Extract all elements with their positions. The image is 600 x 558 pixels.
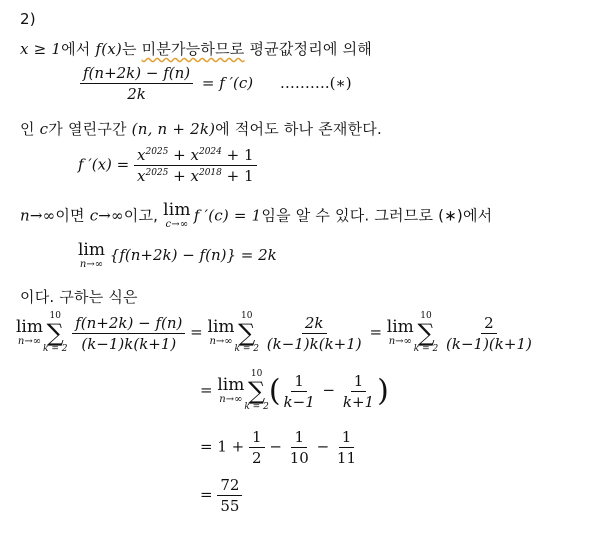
equation-tag: ……….(∗) xyxy=(279,73,352,92)
line-interval: 인 c가 열린구간 (n, n + 2k)에 적어도 하나 존재한다. xyxy=(20,120,382,138)
fraction-1: $\frac{f(n+2k) - f(n)}{(k-1)k(k+1)}$ xyxy=(72,314,185,353)
fraction-a: $\frac{1}{k-1}$ xyxy=(283,371,315,411)
derivative-fraction: $\frac{x^{2025} + x^{2024} + 1}{x^{2025} + x^{2018} + 1}$ xyxy=(134,146,257,185)
main-equation-line1: lim n→∞ 10 ∑ k = 2 $\frac{f(n+2k) - f(n)}{(k-1)k(k+1)}$ = lim n→∞ 10 ∑ k = 2 $\frac{2k}{(k-1)k(k+1)}$ = lim n→∞ 10 ∑ k = 2 $\frac{2}{(k-1)(k+1)}$ xyxy=(16,312,535,354)
spellcheck-underlined-word: 미분가능하므로 xyxy=(141,40,245,58)
limit-equation: lim n→∞ {f(n+2k) − f(n)} = 2k xyxy=(78,240,277,270)
mvt-fraction: $\frac{f(n+2k) - f(n)}{2k}$ xyxy=(80,64,193,103)
main-equation-line2: = lim n→∞ 10 ∑ k = 2 ( $\frac{1}{k-1}$ − $\frac{1}{k+1}$ ) xyxy=(200,369,389,412)
fraction-2: $\frac{2k}{(k-1)k(k+1)}$ xyxy=(266,313,362,353)
open-interval: (n, n + 2k) xyxy=(131,120,216,138)
mean-value-equation: $\frac{f(n+2k) - f(n)}{2k}$ = f ′(c) ……….(∗) xyxy=(80,64,352,103)
limit-n: lim n→∞ xyxy=(207,317,235,347)
summation: 10 ∑ k = 2 xyxy=(43,311,68,354)
fraction-3: $\frac{2}{(k-1)(k+1)}$ xyxy=(446,313,532,353)
derivative-equation: f ′(x) = $\frac{x^{2025} + x^{2024} + 1}{x^{2025} + x^{2018} + 1}$ xyxy=(78,146,257,185)
result-fraction: $\frac{72}{55}$ xyxy=(217,476,242,515)
limit-n: lim n→∞ xyxy=(217,375,245,405)
limit-c: lim c→∞ xyxy=(163,200,191,230)
condition: x ≥ 1 xyxy=(20,40,62,58)
line-differentiable: x ≥ 1에서 f(x)는 미분가능하므로 평균값정리에 의해 xyxy=(20,40,372,58)
summation: 10 ∑ k = 2 xyxy=(244,369,269,412)
limit-n: lim n→∞ xyxy=(78,240,105,270)
main-equation-result: = $\frac{72}{55}$ xyxy=(200,476,242,515)
fraction-tenth: $\frac{1}{10}$ xyxy=(289,428,309,467)
summation: 10 ∑ k = 2 xyxy=(413,311,439,354)
limit-n: lim n→∞ xyxy=(16,317,43,347)
fraction-eleventh: $\frac{1}{11}$ xyxy=(336,428,357,467)
fraction-half: $\frac{1}{2}$ xyxy=(249,428,265,467)
line-limit: n→∞이면 c→∞이고, lim c→∞ f ′(c) = 1임을 알 수 있다. 그러므로 (∗)에서 xyxy=(20,200,493,230)
function-f: f(x) xyxy=(95,40,122,58)
main-equation-line3: = 1 + $\frac{1}{2}$ − $\frac{1}{10}$ − $\frac{1}{11}$ xyxy=(200,428,359,467)
limit-n: lim n→∞ xyxy=(386,317,414,347)
problem-number: 2) xyxy=(20,10,36,28)
summation: 10 ∑ k = 2 xyxy=(234,311,259,354)
fraction-b: $\frac{1}{k+1}$ xyxy=(342,371,375,411)
line-expression-intro: 이다. 구하는 식은 xyxy=(20,288,138,306)
